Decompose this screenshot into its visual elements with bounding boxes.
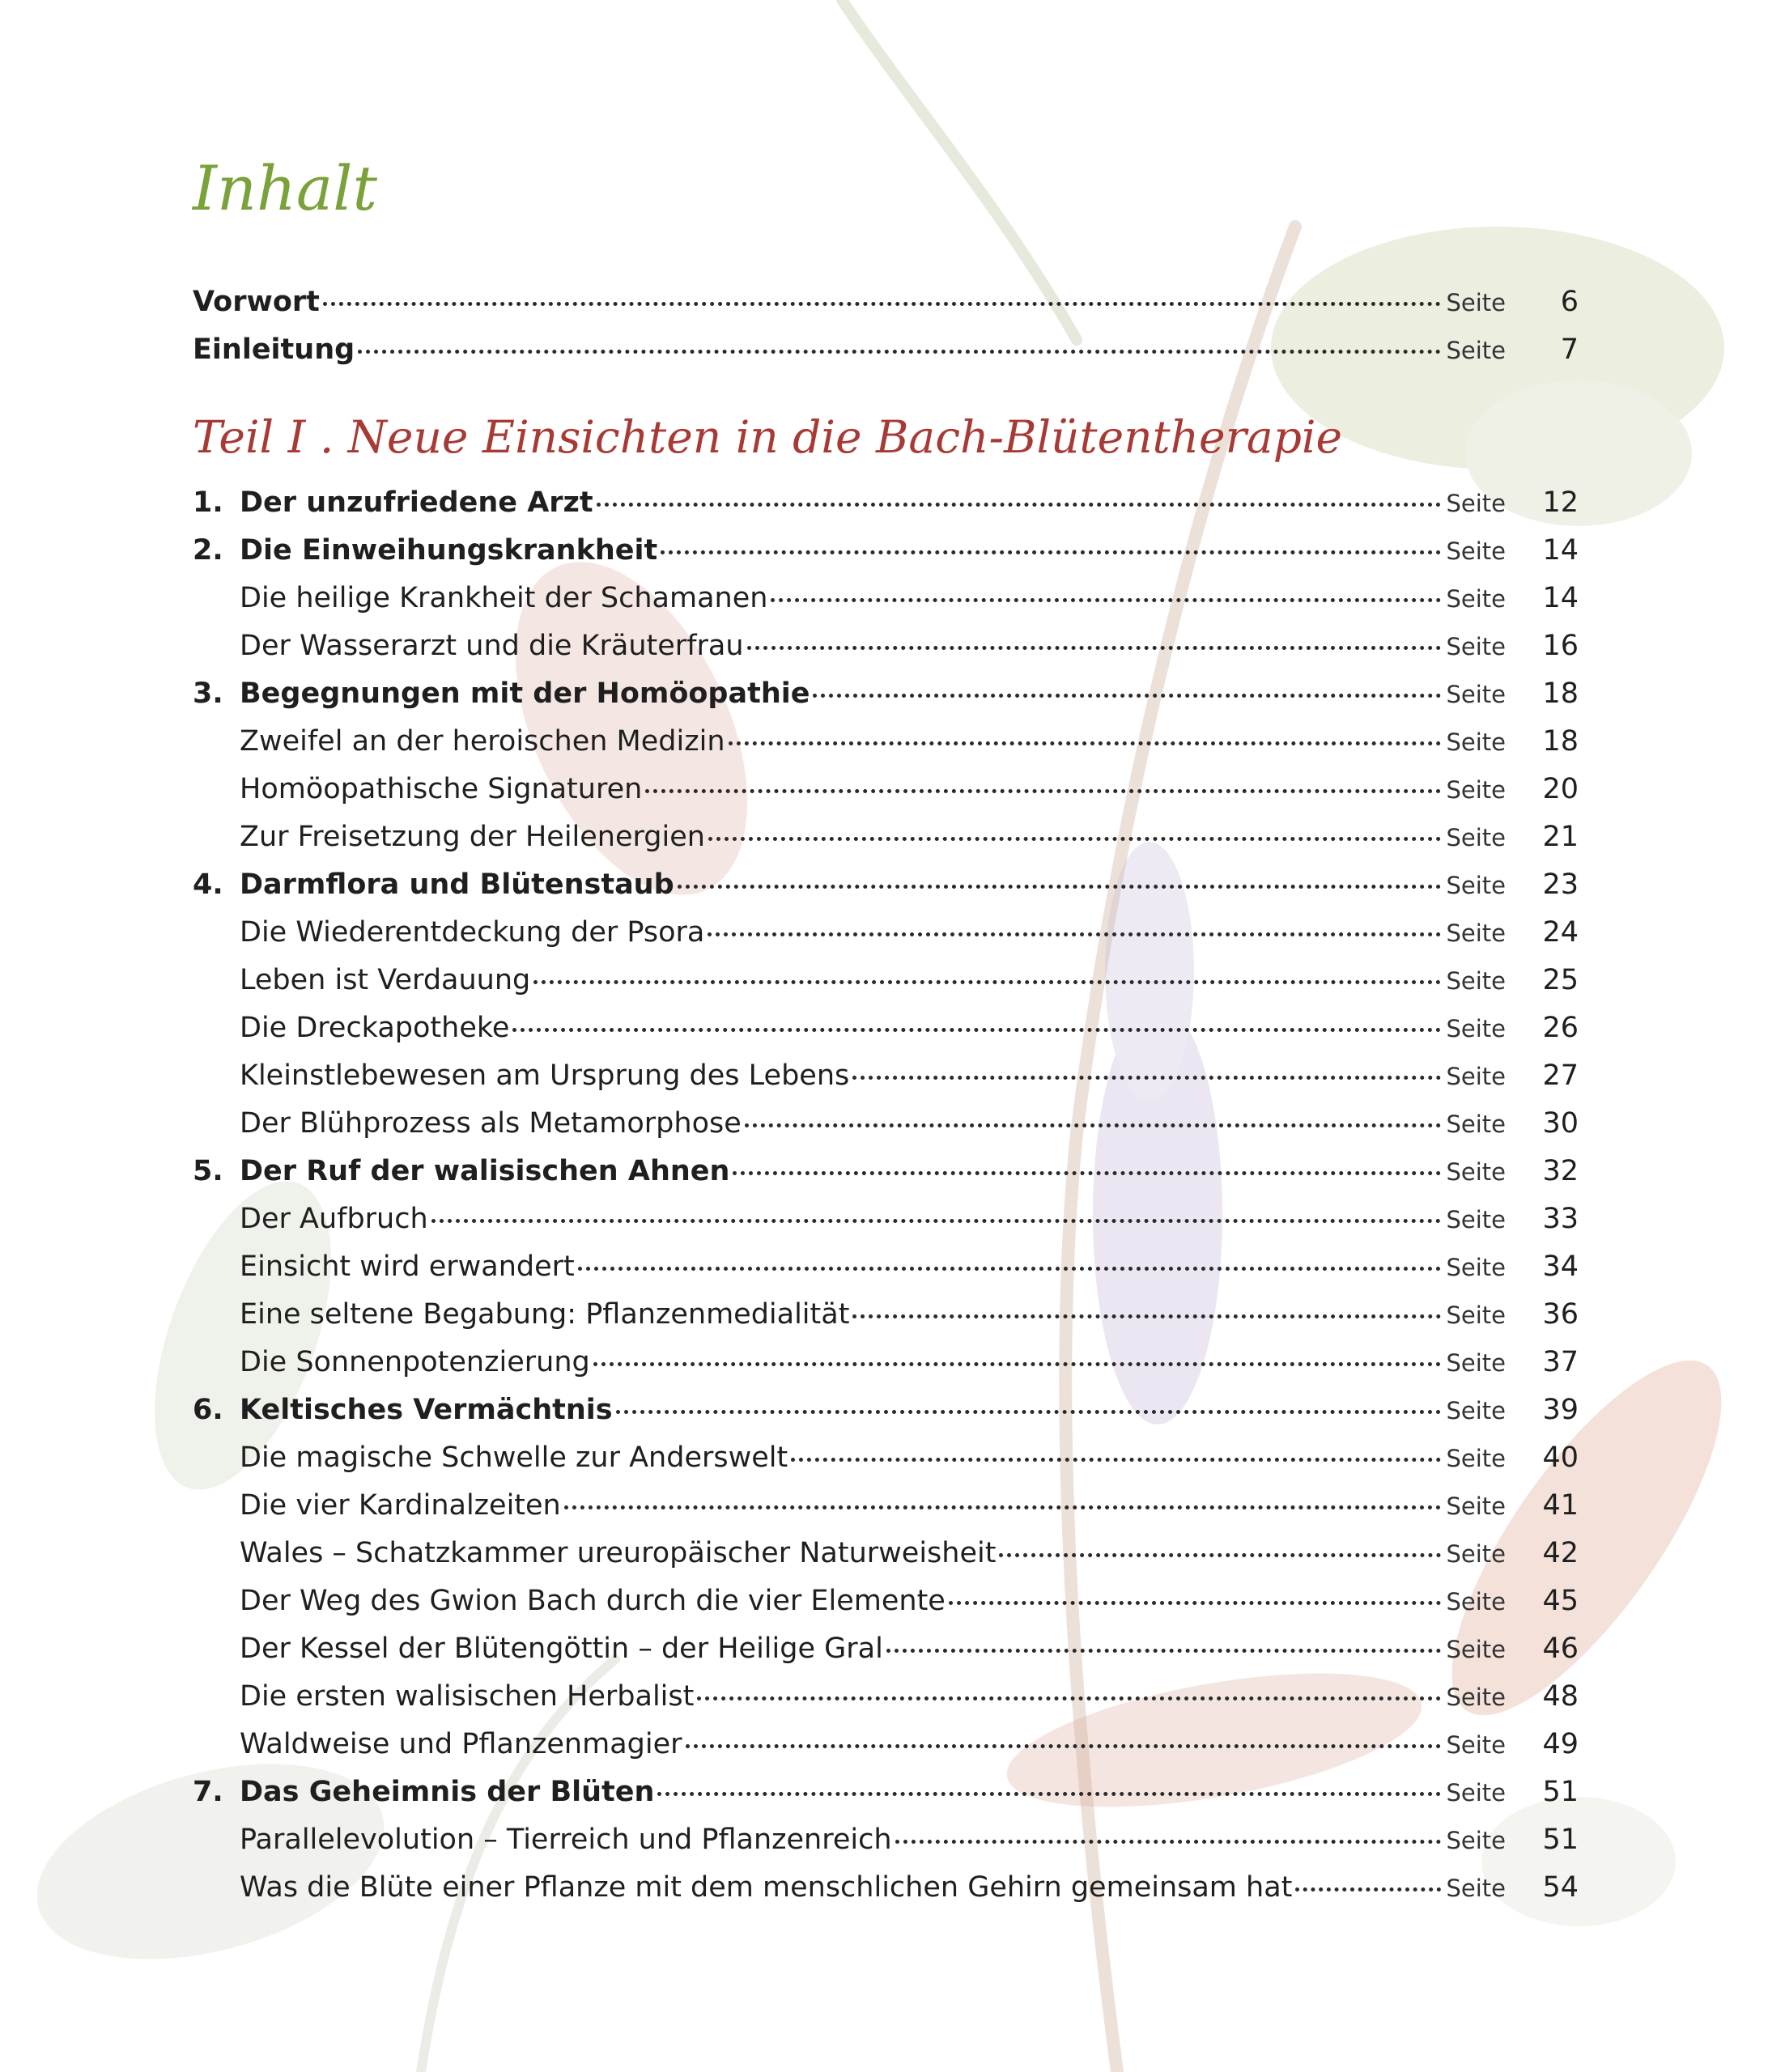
page-number: 23 xyxy=(1542,868,1579,901)
dot-leader xyxy=(431,1217,1442,1223)
toc-label: Der Wasserarzt und die Kräuterfrau xyxy=(240,630,744,662)
page-number: 27 xyxy=(1542,1059,1579,1092)
seite-label: Seite xyxy=(1446,537,1506,565)
chapter-number: 2. xyxy=(193,534,223,567)
seite-label: Seite xyxy=(1446,1636,1506,1663)
toc-subentry[interactable] xyxy=(193,909,1579,957)
toc-subentry[interactable] xyxy=(193,1530,1579,1577)
toc-label: Der Aufbruch xyxy=(240,1203,428,1235)
page-number: 24 xyxy=(1542,916,1579,949)
toc-subentry[interactable] xyxy=(193,1291,1579,1339)
dot-leader xyxy=(678,883,1442,889)
dot-leader xyxy=(852,1074,1441,1080)
toc-subentry[interactable] xyxy=(193,1195,1579,1243)
page-number: 12 xyxy=(1542,486,1579,519)
toc-label: Einsicht wird erwandert xyxy=(240,1250,575,1283)
chapter-number: 5. xyxy=(193,1155,223,1187)
toc-label: Der Kessel der Blütengöttin – der Heilige Gral xyxy=(240,1633,883,1665)
toc-subentry[interactable] xyxy=(193,1816,1579,1864)
toc-subentry[interactable] xyxy=(193,1243,1579,1291)
seite-label: Seite xyxy=(1446,1779,1506,1807)
dot-leader xyxy=(358,348,1441,354)
dot-leader xyxy=(852,1313,1441,1318)
toc-chapter[interactable] xyxy=(193,527,1579,575)
seite-label: Seite xyxy=(1446,1397,1506,1424)
page-number: 48 xyxy=(1542,1680,1579,1713)
seite-label: Seite xyxy=(1446,490,1506,517)
seite-label: Seite xyxy=(1446,1827,1506,1854)
page-number: 18 xyxy=(1542,725,1579,758)
dot-leader xyxy=(733,1170,1441,1175)
toc-subentry[interactable] xyxy=(193,1577,1579,1625)
toc-subentry[interactable] xyxy=(193,575,1579,622)
seite-label: Seite xyxy=(1446,824,1506,851)
toc-subentry[interactable] xyxy=(193,766,1579,813)
toc-label: Die ersten walisischen Herbalist xyxy=(240,1680,695,1713)
seite-label: Seite xyxy=(1446,1492,1506,1520)
dot-leader xyxy=(661,549,1441,554)
seite-label: Seite xyxy=(1446,1684,1506,1711)
dot-leader xyxy=(771,597,1441,602)
toc-label: Einleitung xyxy=(193,333,355,366)
toc-label: Waldweise und Pflanzenmagier xyxy=(240,1728,682,1760)
toc-chapter[interactable] xyxy=(193,1148,1579,1195)
toc-entry-einleitung[interactable] xyxy=(193,326,1579,374)
toc-label: Die Einweihungskrankheit xyxy=(240,534,658,567)
seite-label: Seite xyxy=(1446,633,1506,660)
toc-label: Die heilige Krankheit der Schamanen xyxy=(240,582,768,614)
toc-subentry[interactable] xyxy=(193,1864,1579,1912)
toc-label: Zur Freisetzung der Heilenergien xyxy=(240,821,705,853)
toc-label: Der Weg des Gwion Bach durch die vier Elemente xyxy=(240,1585,946,1617)
dot-leader xyxy=(949,1599,1442,1605)
dot-leader xyxy=(886,1647,1442,1653)
toc-part-1 xyxy=(193,479,1579,1912)
dot-leader xyxy=(593,1361,1442,1366)
seite-label: Seite xyxy=(1446,919,1506,947)
dot-leader xyxy=(1295,1886,1441,1892)
toc-label: Homöopathische Signaturen xyxy=(240,773,643,805)
seite-label: Seite xyxy=(1446,289,1506,316)
part-title: Teil I . Neue Einsichten in die Bach-Blütentherapie xyxy=(193,411,1343,463)
toc-label: Kleinstlebewesen am Ursprung des Lebens xyxy=(240,1059,850,1092)
seite-label: Seite xyxy=(1446,1110,1506,1138)
dot-leader xyxy=(729,740,1442,745)
page-number: 49 xyxy=(1542,1728,1579,1760)
page-number: 7 xyxy=(1560,333,1579,366)
toc-label: Der Blühprozess als Metamorphose xyxy=(240,1107,742,1140)
dot-leader xyxy=(323,300,1442,306)
chapter-number: 3. xyxy=(193,677,223,710)
dot-leader xyxy=(813,692,1441,698)
dot-leader xyxy=(564,1504,1442,1509)
dot-leader xyxy=(657,1790,1441,1796)
toc-subentry[interactable] xyxy=(193,1100,1579,1148)
dot-leader xyxy=(747,644,1442,650)
page-number: 41 xyxy=(1542,1489,1579,1522)
toc-chapter[interactable] xyxy=(193,1386,1579,1434)
toc-front-matter xyxy=(193,278,1579,374)
seite-label: Seite xyxy=(1446,1158,1506,1186)
page-number: 21 xyxy=(1542,821,1579,853)
chapter-number: 6. xyxy=(193,1394,223,1426)
toc-label: Wales – Schatzkammer ureuropäischer Naturweisheit xyxy=(240,1537,997,1569)
seite-label: Seite xyxy=(1446,585,1506,613)
dot-leader xyxy=(999,1552,1441,1557)
toc-label: Die vier Kardinalzeiten xyxy=(240,1489,561,1522)
seite-label: Seite xyxy=(1446,1254,1506,1281)
page-number: 37 xyxy=(1542,1346,1579,1378)
page-title: Inhalt xyxy=(193,152,378,224)
dot-leader xyxy=(708,931,1441,936)
toc-label: Die Wiederentdeckung der Psora xyxy=(240,916,705,949)
page-number: 32 xyxy=(1542,1155,1579,1187)
page-number: 26 xyxy=(1542,1012,1579,1044)
toc-label: Darmflora und Blütenstaub xyxy=(240,868,674,901)
toc-subentry[interactable] xyxy=(193,813,1579,861)
page-number: 46 xyxy=(1542,1633,1579,1665)
toc-subentry[interactable] xyxy=(193,1434,1579,1482)
toc-subentry[interactable] xyxy=(193,1673,1579,1721)
seite-label: Seite xyxy=(1446,776,1506,804)
dot-leader xyxy=(645,788,1441,793)
dot-leader xyxy=(578,1265,1442,1271)
toc-chapter[interactable] xyxy=(193,861,1579,909)
chapter-number: 4. xyxy=(193,868,223,901)
toc-subentry[interactable] xyxy=(193,1052,1579,1100)
chapter-number: 7. xyxy=(193,1776,223,1808)
seite-label: Seite xyxy=(1446,872,1506,899)
toc-label: Der unzufriedene Arzt xyxy=(240,486,593,519)
seite-label: Seite xyxy=(1446,967,1506,995)
dot-leader xyxy=(708,835,1442,841)
toc-chapter[interactable] xyxy=(193,670,1579,718)
toc-subentry[interactable] xyxy=(193,1004,1579,1052)
seite-label: Seite xyxy=(1446,1063,1506,1090)
toc-label: Parallelevolution – Tierreich und Pflanzenreich xyxy=(240,1824,892,1856)
toc-label: Keltisches Vermächtnis xyxy=(240,1394,613,1426)
page-number: 20 xyxy=(1542,773,1579,805)
dot-leader xyxy=(533,979,1441,984)
toc-label: Vorwort xyxy=(193,286,320,318)
page-number: 54 xyxy=(1542,1871,1579,1904)
dot-leader xyxy=(745,1122,1442,1127)
toc-subentry[interactable] xyxy=(193,1339,1579,1386)
toc-label: Zweifel an der heroischen Medizin xyxy=(240,725,725,758)
seite-label: Seite xyxy=(1446,1540,1506,1568)
toc-label: Die Sonnenpotenzierung xyxy=(240,1346,590,1378)
dot-leader xyxy=(686,1743,1442,1748)
page-number: 36 xyxy=(1542,1298,1579,1331)
page-number: 34 xyxy=(1542,1250,1579,1283)
toc-label: Eine seltene Begabung: Pflanzenmedialität xyxy=(240,1298,850,1331)
toc-label: Die Dreckapotheke xyxy=(240,1012,510,1044)
page-number: 30 xyxy=(1542,1107,1579,1140)
dot-leader xyxy=(512,1026,1441,1032)
toc-subentry[interactable] xyxy=(193,622,1579,670)
seite-label: Seite xyxy=(1446,728,1506,756)
dot-leader xyxy=(597,501,1442,507)
toc-label: Der Ruf der walisischen Ahnen xyxy=(240,1155,730,1187)
page-number: 45 xyxy=(1542,1585,1579,1617)
toc-label: Leben ist Verdauung xyxy=(240,964,531,996)
toc-subentry[interactable] xyxy=(193,1482,1579,1530)
seite-label: Seite xyxy=(1446,1206,1506,1233)
seite-label: Seite xyxy=(1446,1731,1506,1759)
seite-label: Seite xyxy=(1446,1445,1506,1472)
toc-chapter[interactable] xyxy=(193,1768,1579,1816)
seite-label: Seite xyxy=(1446,1875,1506,1902)
seite-label: Seite xyxy=(1446,1301,1506,1329)
toc-label: Begegnungen mit der Homöopathie xyxy=(240,677,810,710)
dot-leader xyxy=(697,1695,1441,1700)
dot-leader xyxy=(616,1408,1442,1414)
dot-leader xyxy=(791,1456,1441,1462)
toc-label: Das Geheimnis der Blüten xyxy=(240,1776,655,1808)
toc-label: Was die Blüte einer Pflanze mit dem menschlichen Gehirn gemeinsam hat xyxy=(240,1871,1293,1904)
page-number: 14 xyxy=(1542,534,1579,567)
chapter-number: 1. xyxy=(193,486,223,519)
toc-subentry[interactable] xyxy=(193,718,1579,766)
seite-label: Seite xyxy=(1446,1015,1506,1042)
seite-label: Seite xyxy=(1446,1588,1506,1616)
seite-label: Seite xyxy=(1446,337,1506,364)
page-number: 51 xyxy=(1542,1776,1579,1808)
seite-label: Seite xyxy=(1446,681,1506,708)
toc-subentry[interactable] xyxy=(193,1625,1579,1673)
page-number: 6 xyxy=(1560,286,1579,318)
page-number: 18 xyxy=(1542,677,1579,710)
toc-subentry[interactable] xyxy=(193,957,1579,1004)
page-number: 14 xyxy=(1542,582,1579,614)
page-number: 51 xyxy=(1542,1824,1579,1856)
toc-subentry[interactable] xyxy=(193,1721,1579,1768)
toc-chapter[interactable] xyxy=(193,479,1579,527)
page-number: 39 xyxy=(1542,1394,1579,1426)
page-number: 42 xyxy=(1542,1537,1579,1569)
page-number: 40 xyxy=(1542,1441,1579,1474)
page-number: 16 xyxy=(1542,630,1579,662)
toc-label: Die magische Schwelle zur Anderswelt xyxy=(240,1441,788,1474)
toc-entry-vorwort[interactable] xyxy=(193,278,1579,326)
page-number: 33 xyxy=(1542,1203,1579,1235)
dot-leader xyxy=(895,1838,1442,1844)
seite-label: Seite xyxy=(1446,1349,1506,1377)
page-number: 25 xyxy=(1542,964,1579,996)
